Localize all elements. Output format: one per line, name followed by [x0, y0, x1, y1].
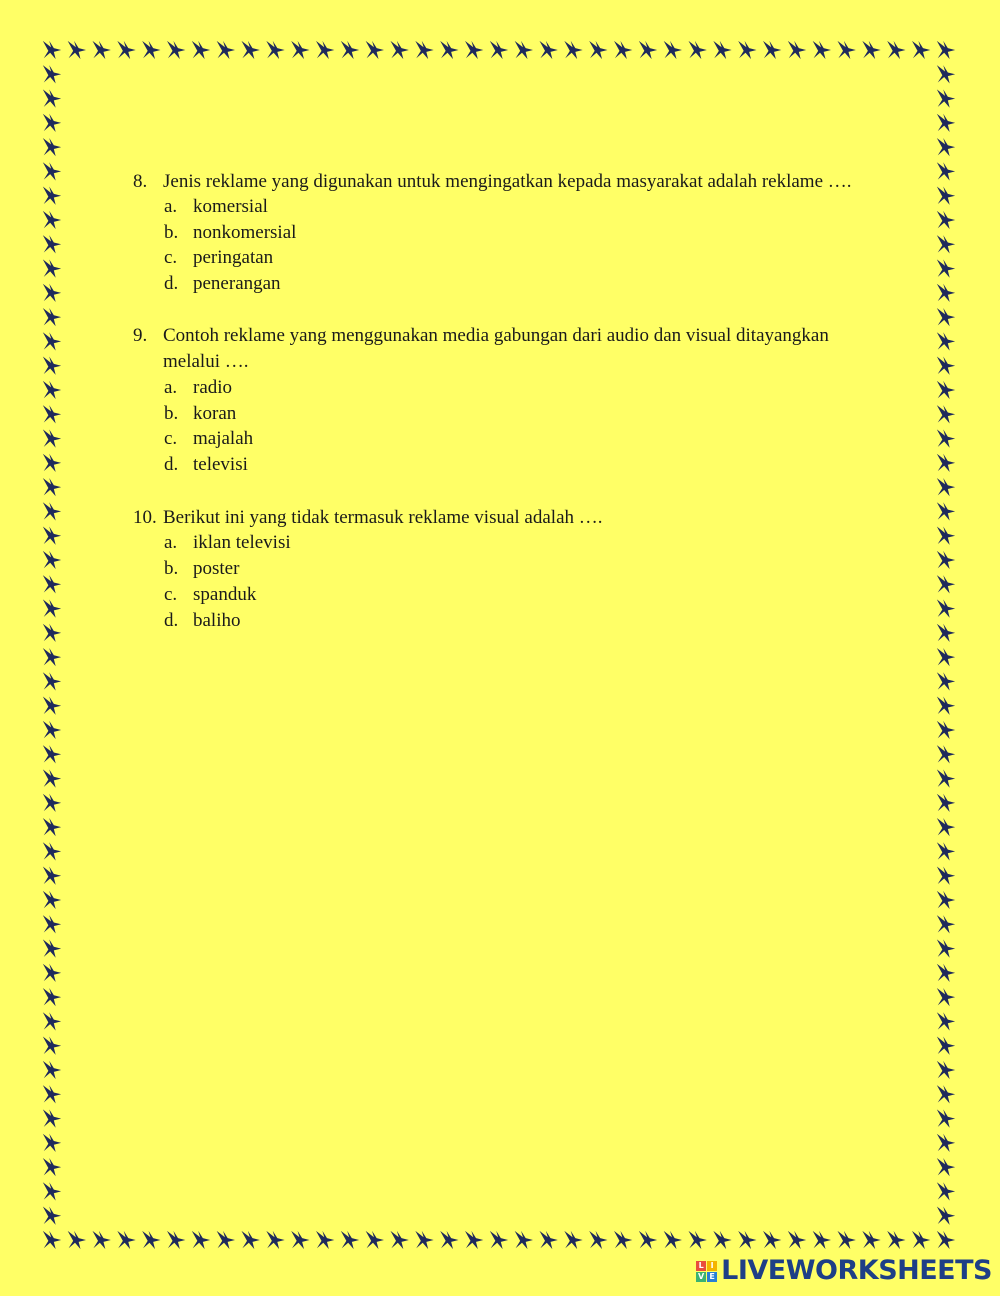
option-letter: a. [164, 532, 178, 553]
question-text: Contoh reklame yang menggunakan media gabungan dari audio dan visual ditayangkan melalui …. [163, 325, 829, 372]
option-text: penerangan [193, 273, 281, 294]
option-text: radio [193, 377, 233, 398]
logo-block: E [707, 1272, 717, 1282]
logo-block: I [707, 1261, 717, 1271]
question-text: Berikut ini yang tidak termasuk reklame visual adalah …. [163, 507, 603, 528]
question-number: 10. [133, 507, 157, 528]
option-letter: b. [164, 403, 179, 424]
option-text: majalah [193, 428, 254, 449]
option-letter: d. [164, 273, 179, 294]
option-letter: c. [164, 247, 178, 268]
option-letter: b. [164, 558, 179, 579]
logo-text: LIVEWORKSHEETS [721, 1255, 992, 1286]
option-text: koran [193, 403, 237, 424]
option-letter: c. [164, 428, 178, 449]
option-letter: a. [164, 377, 178, 398]
option-text: peringatan [193, 247, 274, 268]
option-text: televisi [193, 454, 248, 475]
option-letter: d. [164, 454, 179, 475]
logo-block: L [696, 1261, 706, 1271]
option-text: nonkomersial [193, 222, 297, 243]
option-letter: a. [164, 196, 178, 217]
option-letter: c. [164, 584, 178, 605]
option-text: komersial [193, 196, 268, 217]
option-text: iklan televisi [193, 532, 291, 553]
liveworksheets-logo [696, 1255, 992, 1287]
option-text: baliho [193, 610, 241, 631]
option-text: spanduk [193, 584, 257, 605]
logo-blocks-icon [696, 1261, 717, 1282]
question-text: Jenis reklame yang digunakan untuk mengingatkan kepada masyarakat adalah reklame …. [163, 171, 852, 192]
question-number: 9. [133, 325, 148, 346]
option-text: poster [193, 558, 240, 579]
option-letter: d. [164, 610, 179, 631]
logo-block: V [698, 1271, 705, 1281]
question-number: 8. [133, 171, 148, 192]
option-letter: b. [164, 222, 179, 243]
